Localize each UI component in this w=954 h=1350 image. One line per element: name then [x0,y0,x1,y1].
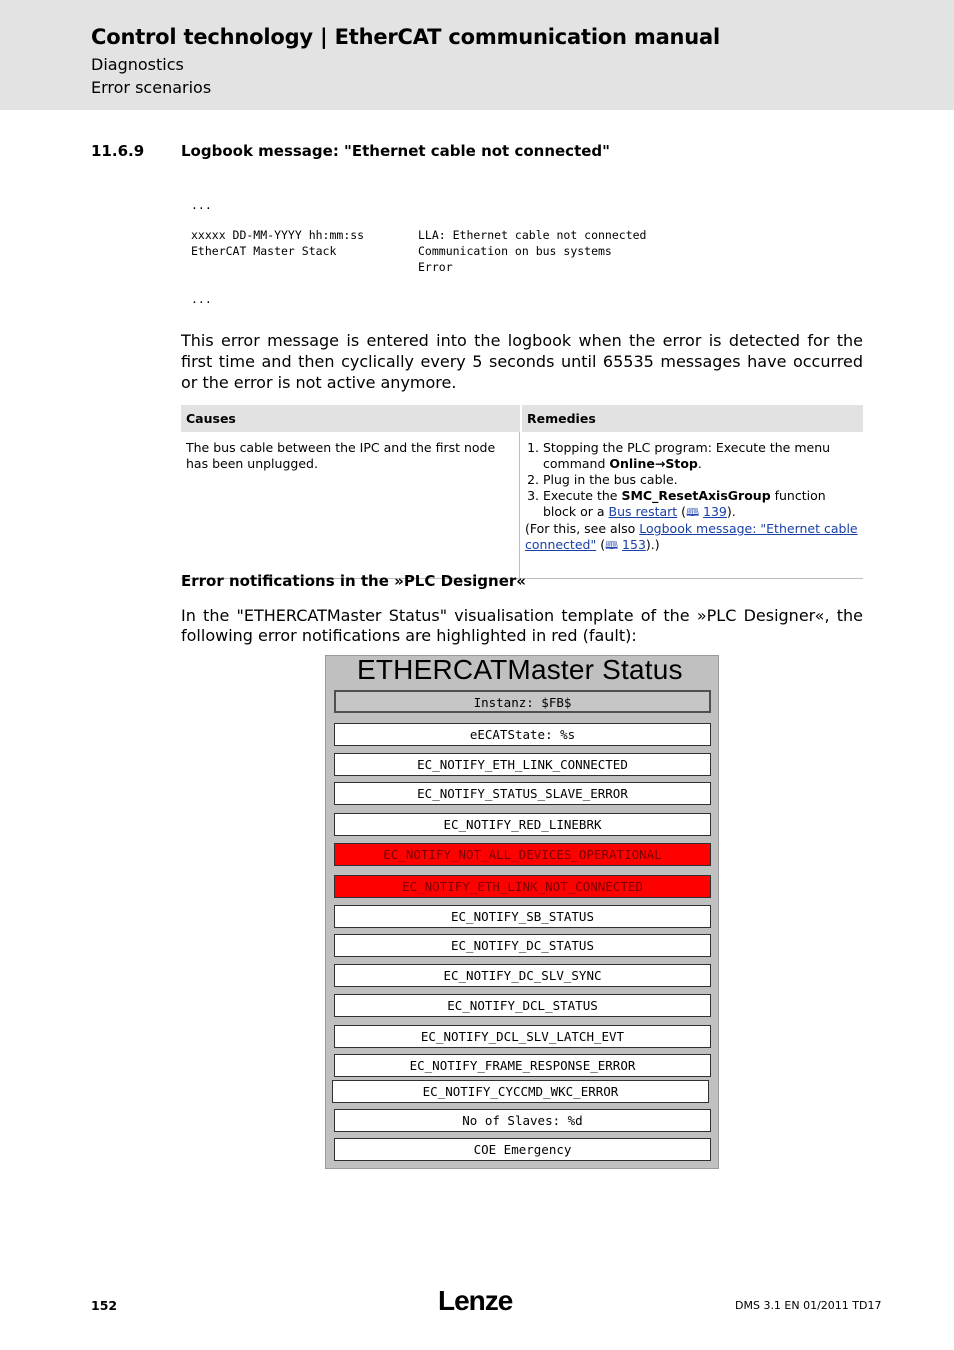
status-field: EC_NOTIFY_STATUS_SLAVE_ERROR [334,782,711,805]
remedies-cell [520,432,863,578]
subheading: Error notifications in the »PLC Designer« [181,572,526,590]
status-field: EC_NOTIFY_ETH_LINK_NOT_CONNECTED [334,875,711,898]
ethercat-master-status-panel [325,655,719,1169]
logbook-left-line-1: xxxxx DD-MM-YYYY hh:mm:ss [191,228,365,242]
logbook-right-line-2: Communication on bus systems [418,244,612,258]
page-ref-139[interactable]: 139 [703,504,727,519]
remedy-item-1: 1. Stopping the PLC program: Execute the menu command Online→Stop. [527,440,831,471]
table-row [181,432,863,579]
logbook-ellipsis-bottom: ... [191,292,212,306]
remedy-item-2: 2. Plug in the bus cable. [527,472,678,487]
cause-cell: The bus cable between the IPC and the first node has been unplugged. [181,432,520,578]
remedies-header: Remedies [522,405,863,432]
logbook-left-line-2: EtherCAT Master Stack [191,244,337,258]
logbook-ellipsis-top: ... [191,198,212,212]
logbook-connected-link[interactable]: Logbook message: "Ethernet cable connected" [525,521,858,552]
menu-arrow: → [654,456,666,471]
document-id: DMS 3.1 EN 01/2011 TD17 [735,1299,882,1312]
status-field: eECATState: %s [334,723,711,746]
status-field: EC_NOTIFY_FRAME_RESPONSE_ERROR [334,1054,711,1077]
page-header [0,0,954,110]
status-field: EC_NOTIFY_RED_LINEBRK [334,813,711,836]
svg-text:Lenze: Lenze [438,1285,513,1316]
status-field: EC_NOTIFY_DCL_SLV_LATCH_EVT [334,1025,711,1048]
manual-title: Control technology | EtherCAT communication manual [91,25,721,49]
section-label: Error scenarios [91,78,212,97]
bus-restart-link[interactable]: Bus restart [608,504,678,519]
book-icon: 🕮 [686,506,700,519]
status-field: EC_NOTIFY_DCL_STATUS [334,994,711,1017]
section-title: Logbook message: "Ethernet cable not connected" [181,142,610,160]
status-field: EC_NOTIFY_NOT_ALL_DEVICES_OPERATIONAL [334,843,711,866]
table-header-row [181,405,863,432]
status-field: EC_NOTIFY_DC_STATUS [334,934,711,957]
chapter-label: Diagnostics [91,55,184,74]
causes-remedies-table [181,405,863,579]
remedies-list [525,440,858,521]
logbook-right-line-3: Error [418,260,453,274]
book-icon: 🕮 [605,539,619,552]
menu-stop: Stop [665,456,698,471]
logbook-right-line-1: LLA: Ethernet cable not connected [418,228,647,242]
page-ref-153[interactable]: 153 [622,537,646,552]
causes-header: Causes [181,405,520,432]
visualisation-paragraph: In the "ETHERCATMaster Status" visualisation template of the »PLC Designer«, the following error notifications are highlighted in red (fault): [181,606,863,645]
description-paragraph: This error message is entered into the logbook when the error is detected for the first time and then cyclically every 5 seconds until 65535 messages have occurred or the error is not active anymore. [181,331,863,392]
function-block-name: SMC_ResetAxisGroup [621,488,771,503]
status-field: COE Emergency [334,1138,711,1161]
status-field: Instanz: $FB$ [334,690,711,713]
remedy-item-3: 3. Execute the SMC_ResetAxisGroup function block or a Bus restart (🕮 139). [527,488,826,519]
section-number: 11.6.9 [91,142,145,160]
page-number: 152 [91,1298,118,1313]
status-field: EC_NOTIFY_DC_SLV_SYNC [334,964,711,987]
menu-online: Online [609,456,655,471]
panel-title: ETHERCATMaster Status [357,654,683,685]
lenze-logo [438,1284,518,1316]
status-field: EC_NOTIFY_ETH_LINK_CONNECTED [334,753,711,776]
remedy-note: (For this, see also Logbook message: "Ethernet cable connected" (🕮 153).) [525,521,858,552]
status-field: No of Slaves: %d [334,1109,711,1132]
status-field: EC_NOTIFY_SB_STATUS [334,905,711,928]
status-field: EC_NOTIFY_CYCCMD_WKC_ERROR [332,1080,709,1103]
